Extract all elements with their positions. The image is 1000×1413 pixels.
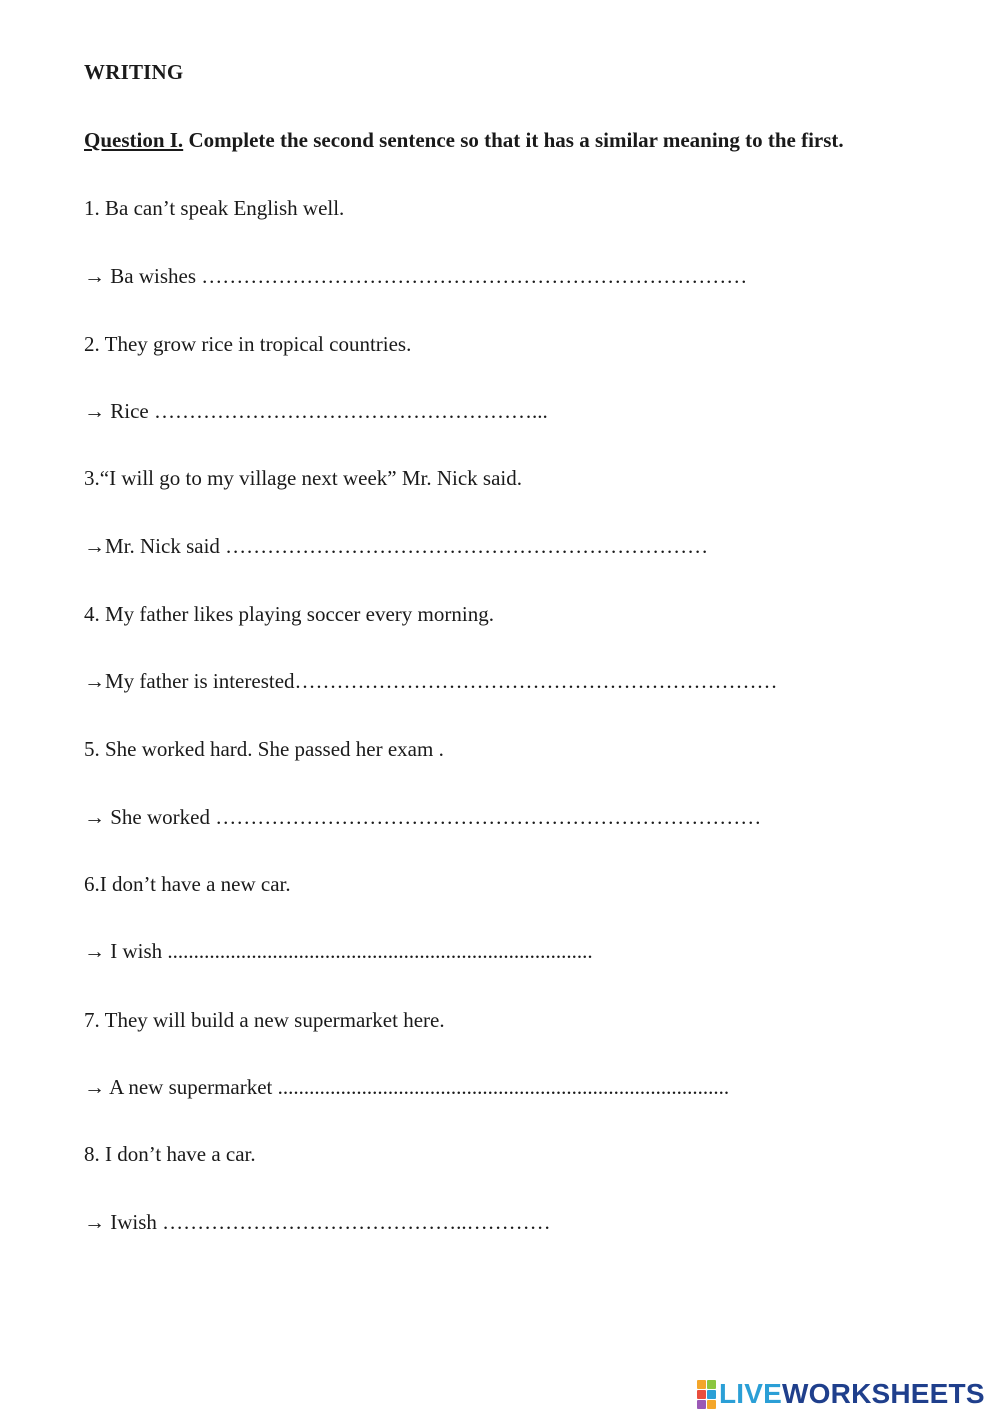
section-title: WRITING — [84, 60, 184, 84]
item-3-answer-field[interactable]: →Mr. Nick said …………………………………………………………… — [84, 534, 709, 558]
item-7-prompt: 7. They will build a new supermarket here. — [84, 1008, 445, 1032]
logo-text-live: LIVE — [719, 1378, 783, 1409]
item-1-answer-field[interactable]: → Ba wishes …………………………………………………………………… — [84, 264, 748, 288]
item-8-prompt: 8. I don’t have a car. — [84, 1142, 256, 1166]
logo-text — [719, 1378, 985, 1410]
question-instruction: Complete the second sentence so that it has a similar meaning to the first. — [183, 128, 844, 152]
item-6-answer-field[interactable]: → I wish ................................................................................. — [84, 939, 593, 963]
item-8-answer-field[interactable]: → Iwish ……………………………………..………… — [84, 1210, 551, 1234]
question-heading — [84, 128, 844, 153]
item-1-prompt: 1. Ba can’t speak English well. — [84, 196, 345, 220]
logo-text-worksheets: WORKSHEETS — [782, 1378, 985, 1409]
liveworksheets-logo-icon — [697, 1380, 716, 1409]
liveworksheets-logo[interactable] — [697, 1376, 985, 1412]
item-6-prompt: 6.I don’t have a new car. — [84, 872, 291, 896]
item-7-answer-field[interactable]: → A new supermarket ...................................................................................... — [84, 1075, 730, 1099]
item-3-prompt: 3.“I will go to my village next week” Mr. Nick said. — [84, 466, 522, 490]
item-4-answer-field[interactable]: →My father is interested…………………………………………………………… — [84, 669, 778, 693]
item-2-answer-field[interactable]: → Rice ………………………………………………... — [84, 399, 548, 423]
item-4-prompt: 4. My father likes playing soccer every morning. — [84, 602, 494, 626]
question-label: Question I. — [84, 128, 184, 152]
item-5-prompt: 5. She worked hard. She passed her exam . — [84, 737, 444, 761]
item-2-prompt: 2. They grow rice in tropical countries. — [84, 332, 412, 356]
item-5-answer-field[interactable]: → She worked …………………………………………………………………… — [84, 805, 762, 829]
